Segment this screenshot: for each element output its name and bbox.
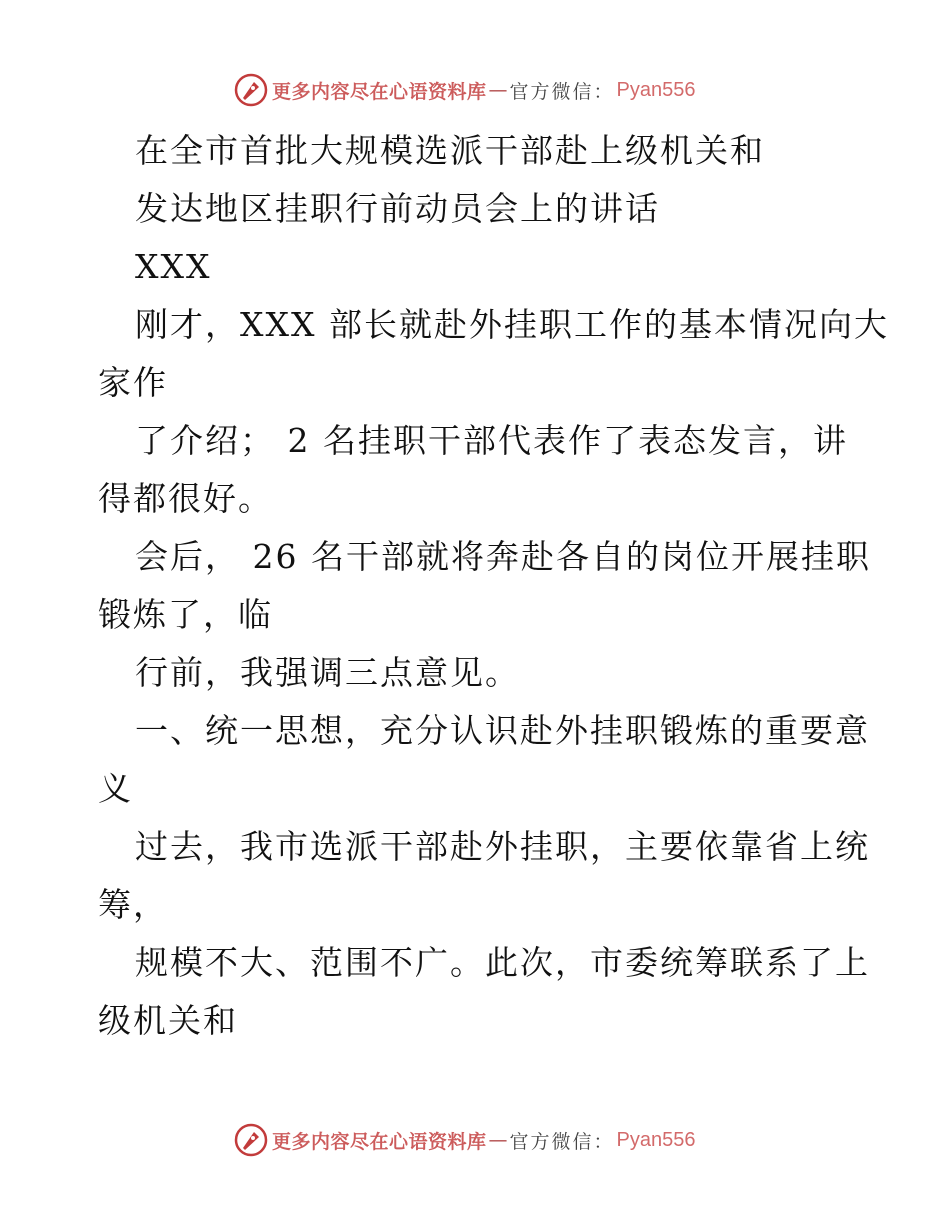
title-line-2: 发达地区挂职行前动员会上的讲话: [135, 189, 660, 228]
pen-nib-logo-icon: [234, 1123, 268, 1157]
paragraph-line: 级机关和: [98, 1001, 238, 1040]
paragraph-line: 过去，我市选派干部赴外挂职，主要依靠省上统: [135, 827, 870, 866]
watermark-wechat-id: Pyan556: [616, 78, 696, 101]
paragraph-line: 筹，: [98, 885, 168, 924]
paragraph-line: 行前，我强调三点意见。: [135, 653, 520, 692]
paragraph-line: 刚才，XXX 部长就赴外挂职工作的基本情况向大: [135, 305, 889, 344]
paragraph-line: 会后， 26 名干部就将奔赴各自的岗位开展挂职: [135, 537, 871, 576]
paragraph-line: 规模不大、范围不广。此次，市委统筹联系了上: [135, 943, 870, 982]
pen-nib-logo-icon: [234, 73, 268, 107]
section-heading-continued: 义: [98, 769, 133, 808]
watermark-separator: —: [488, 1129, 508, 1151]
watermark-brand: 更多内容尽在心语资料库: [272, 80, 487, 103]
section-heading: 一、统一思想，充分认识赴外挂职锻炼的重要意: [135, 711, 870, 750]
watermark-brand: 更多内容尽在心语资料库: [272, 1130, 487, 1153]
paragraph-line: 得都很好。: [98, 479, 273, 518]
watermark-official-label: 官方微信：: [509, 80, 615, 103]
paragraph-line: 锻炼了，临: [98, 595, 273, 634]
footer-watermark: [234, 1122, 696, 1158]
watermark-official-label: 官方微信：: [509, 1130, 615, 1153]
paragraph-line: 家作: [98, 363, 168, 402]
title-line-1: 在全市首批大规模选派干部赴上级机关和: [135, 131, 765, 170]
paragraph-line: 了介绍； 2 名挂职干部代表作了表态发言，讲: [135, 421, 848, 460]
document-body: [98, 122, 889, 1050]
watermark-wechat-id: Pyan556: [616, 1128, 696, 1151]
speaker-name: XXX: [135, 247, 212, 286]
header-watermark: [234, 72, 696, 108]
watermark-separator: —: [488, 79, 508, 101]
